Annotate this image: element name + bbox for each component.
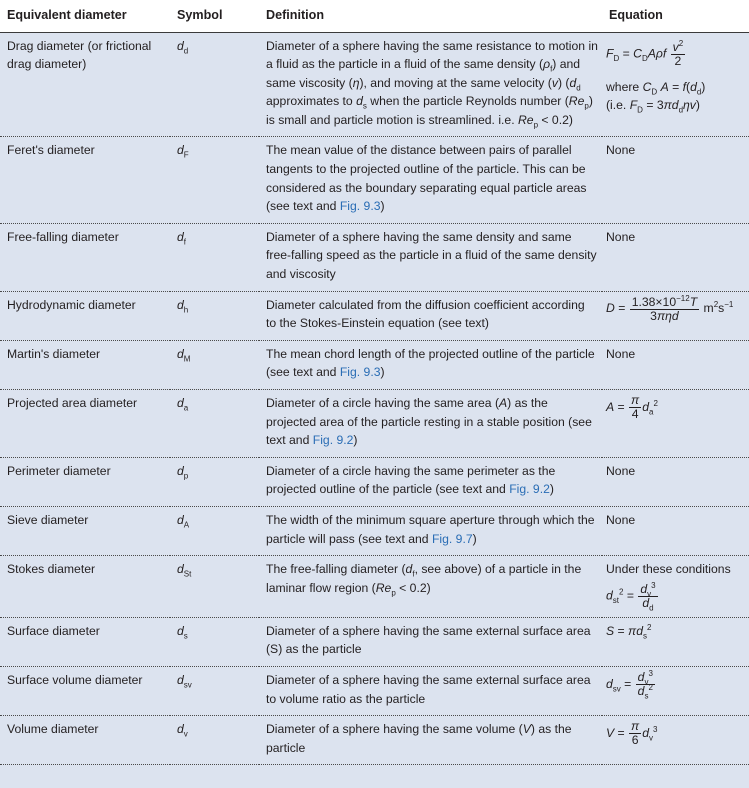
- symbol-main: d: [177, 297, 184, 312]
- symbol-subscript: v: [183, 729, 188, 739]
- definition-text: The mean value of the distance between pairs of parallel tangents to the projected outline of the particle. This can be considered as the boundary separating equal particle areas (see text and Fig. 9.3): [266, 143, 587, 214]
- symbol-subscript: F: [183, 150, 189, 160]
- definition-cell: [259, 390, 602, 458]
- symbol-subscript: s: [183, 631, 188, 641]
- symbol-main: d: [177, 143, 184, 158]
- symbol-cell: [170, 223, 259, 291]
- equivalent-diameter-name: Surface diameter: [0, 617, 170, 666]
- equivalent-diameter-name: Hydrodynamic diameter: [0, 291, 170, 340]
- symbol-main: d: [177, 623, 184, 638]
- definition-text: Diameter of a sphere having the same volume (V) as the particle: [266, 722, 572, 755]
- equivalent-diameter-name: Stokes diameter: [0, 556, 170, 618]
- symbol-main: d: [177, 38, 184, 53]
- table-row: [0, 666, 749, 715]
- header-symbol: Symbol: [170, 0, 259, 32]
- symbol-main: d: [177, 722, 184, 737]
- table-row: [0, 390, 749, 458]
- symbol-cell: [170, 716, 259, 765]
- symbol-subscript: h: [183, 305, 189, 315]
- definition-text: The width of the minimum square aperture through which the particle will pass (see text and Fig. 9.7): [266, 512, 595, 546]
- equation-cell: [602, 137, 749, 223]
- definition-cell: [259, 340, 602, 389]
- equation-text: $d_{sv}$ = $\frac{d_v^3}{d_s^2}$: [606, 668, 653, 701]
- equation-text: A = $\frac{\pi}{4}$ $d_a^2$: [606, 393, 658, 421]
- definition-text: Diameter calculated from the diffusion coefficient according to the Stokes-Einstein equation (see text): [266, 297, 585, 331]
- symbol-subscript: d: [183, 45, 189, 55]
- symbol-subscript: sv: [183, 680, 192, 690]
- symbol-main: d: [177, 512, 184, 527]
- table-row: [0, 340, 749, 389]
- symbol-subscript: f: [183, 237, 187, 247]
- equation-text: None: [606, 143, 636, 158]
- equation-text: None: [606, 346, 636, 361]
- symbol-cell: [170, 340, 259, 389]
- equivalent-diameter-name: Projected area diameter: [0, 390, 170, 458]
- symbol-subscript: A: [183, 520, 190, 530]
- equation-text: $F_D = C_DA\rho f$ $\frac{v^2}{2}$ where $C_D$ $A = f(d_d)$ (i.e. $F_D = 3\pi d_d\eta v$): [606, 38, 706, 115]
- symbol-cell: [170, 556, 259, 618]
- equation-text: V = $\frac{\pi}{6}$ $d_v^3$: [606, 719, 658, 748]
- definition-cell: [259, 32, 602, 137]
- symbol-subscript: St: [183, 569, 192, 579]
- symbol-cell: [170, 617, 259, 666]
- definition-cell: [259, 223, 602, 291]
- equation-cell: [602, 291, 749, 340]
- equation-text: $S = \pi d_s^2$: [606, 622, 652, 641]
- table-row: [0, 556, 749, 618]
- equation-cell: [602, 556, 749, 618]
- equivalent-diameter-name: Sieve diameter: [0, 506, 170, 555]
- header-equation: Equation: [602, 0, 749, 32]
- definition-cell: [259, 137, 602, 223]
- definition-text: Diameter of a sphere having the same external surface area (S) as the particle: [266, 623, 591, 657]
- equation-cell: [602, 390, 749, 458]
- equation-cell: [602, 32, 749, 137]
- equation-cell: [602, 340, 749, 389]
- table-row: [0, 291, 749, 340]
- equation-text: None: [606, 463, 636, 478]
- equation-cell: [602, 506, 749, 555]
- symbol-cell: [170, 291, 259, 340]
- table-row: [0, 617, 749, 666]
- header-row: [0, 0, 749, 32]
- equivalent-diameter-name: Free-falling diameter: [0, 223, 170, 291]
- symbol-main: d: [177, 562, 184, 577]
- equation-cell: [602, 716, 749, 765]
- definition-cell: [259, 716, 602, 765]
- definition-text: Diameter of a sphere having the same density and same free-falling speed as the particle in a fluid of the same density and viscosity: [266, 229, 597, 282]
- header-definition: Definition: [259, 0, 602, 32]
- definition-cell: [259, 506, 602, 555]
- table-row: [0, 32, 749, 137]
- equivalent-diameter-name: Feret's diameter: [0, 137, 170, 223]
- equivalent-diameter-name: Surface volume diameter: [0, 666, 170, 715]
- symbol-cell: [170, 137, 259, 223]
- table-row: [0, 137, 749, 223]
- symbol-subscript: a: [183, 403, 189, 413]
- equivalent-diameter-name: Volume diameter: [0, 716, 170, 765]
- equation-text: None: [606, 512, 636, 527]
- definition-text: The mean chord length of the projected outline of the particle (see text and Fig. 9.3): [266, 346, 595, 380]
- table-row: [0, 506, 749, 555]
- symbol-main: d: [177, 396, 184, 410]
- definition-cell: [259, 617, 602, 666]
- equivalent-diameter-name: Martin's diameter: [0, 340, 170, 389]
- equation-text: Under these conditions $d_{st}^2$ = $\frac{d_v^3}{d_d}$: [606, 562, 731, 613]
- symbol-cell: [170, 32, 259, 137]
- symbol-subscript: p: [183, 471, 189, 481]
- definition-text: Diameter of a circle having the same area (A) as the projected area of the particle resting in a stable position (see text and Fig. 9.2): [266, 396, 592, 448]
- equation-text: None: [606, 229, 636, 244]
- symbol-main: d: [177, 229, 184, 244]
- symbol-main: d: [177, 672, 184, 687]
- equation-cell: [602, 457, 749, 506]
- definition-text: Diameter of a sphere having the same resistance to motion in a fluid as the particle in a fluid of the same density $(\rho_f)$ and same viscosity (η), and moving at the same velocity (v) ($d_d$ approximates to $d_s$ when the particle Reynolds number $(Re_p)$ is small and particle motion is streamlined. i.e. $Re_p < 0.2$): [266, 38, 598, 130]
- equation-text: D = $\frac{1.38\times 10^{-12}T}{\text{3πηd}}$ $m^2s^{-1}$: [606, 293, 734, 323]
- table-row: [0, 457, 749, 506]
- equation-cell: [602, 223, 749, 291]
- definition-cell: [259, 556, 602, 618]
- equivalent-diameter-name: Perimeter diameter: [0, 457, 170, 506]
- definition-text: Diameter of a circle having the same perimeter as the projected outline of the particle (see text and Fig. 9.2): [266, 463, 556, 497]
- equation-cell: [602, 666, 749, 715]
- header-equivalent-diameter: Equivalent diameter: [0, 0, 170, 32]
- definition-cell: [259, 291, 602, 340]
- definition-text: Diameter of a sphere having the same external surface area to volume ratio as the particle: [266, 672, 591, 706]
- equation-cell: [602, 617, 749, 666]
- table-row: [0, 223, 749, 291]
- symbol-subscript: M: [183, 354, 191, 364]
- symbol-main: d: [177, 346, 184, 361]
- symbol-cell: [170, 506, 259, 555]
- table-row: [0, 716, 749, 765]
- definition-cell: [259, 666, 602, 715]
- symbol-cell: [170, 666, 259, 715]
- definition-cell: [259, 457, 602, 506]
- symbol-cell: [170, 390, 259, 458]
- equivalent-diameter-name: Drag diameter (or frictional drag diameter): [0, 32, 170, 137]
- symbol-cell: [170, 457, 259, 506]
- definition-text: The free-falling diameter ($d_f$, see above) of a particle in the laminar flow region $(Re_p < 0.2)$: [266, 562, 582, 598]
- symbol-main: d: [177, 463, 184, 478]
